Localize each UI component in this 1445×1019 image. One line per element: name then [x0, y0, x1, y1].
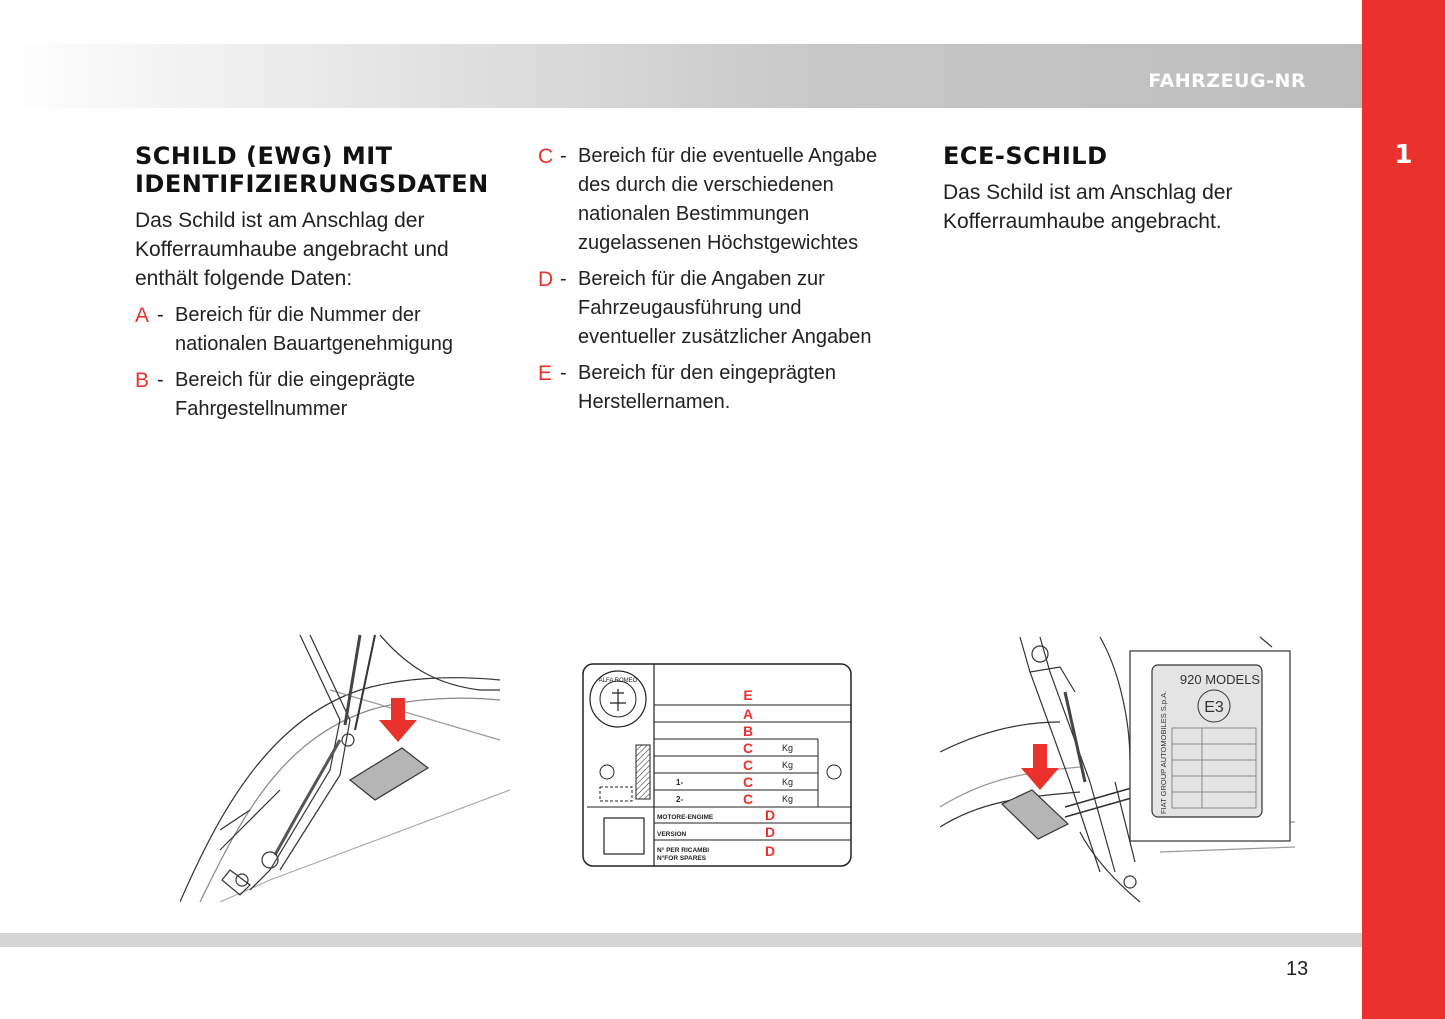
row-letter: D [764, 807, 776, 823]
middle-column [538, 142, 898, 424]
row-letter: C [742, 791, 754, 807]
item-letter: D [538, 268, 554, 291]
item-text: Bereich für die Nummer der nationalen Bauartgenehmigung [175, 304, 453, 355]
chapter-tab[interactable] [1362, 0, 1445, 1019]
heading-ece-plate: ECE-SCHILD [943, 142, 1108, 170]
header-bar [0, 44, 1362, 108]
approval-mark: E3 [1204, 699, 1224, 716]
brand-name: ALFA ROMEO [598, 678, 638, 684]
axle-label: 2- [676, 795, 684, 804]
chapter-number: 1 [1394, 140, 1413, 170]
kg-label: Kg [782, 743, 794, 753]
row-letter: C [742, 774, 754, 790]
list-item: E - Bereich für den eingeprägten Herstellernamen. [538, 359, 898, 417]
plate-location-icon [1002, 790, 1068, 839]
list-item: C - Bereich für die eventuelle Angabe des durch die verschiedenen nationalen Bestimmungen zugelassenen Höchstgewichtes [538, 142, 898, 258]
down-arrow-icon [379, 698, 417, 742]
hatched-area [636, 745, 650, 799]
page-number: 13 [1286, 958, 1309, 980]
ece-plate-illustration [940, 632, 1295, 904]
ece-plate [1152, 665, 1262, 817]
kg-label: Kg [782, 794, 794, 804]
heading-eec-plate: SCHILD (EWG) MIT IDENTIFIZIERUNGSDATEN [135, 142, 489, 198]
list-item: A - Bereich für die Nummer der nationalen Bauartgenehmigung [135, 301, 515, 359]
engine-label: MOTORE-ENGIME [657, 814, 714, 821]
section-title: FAHRZEUG-NR [1148, 70, 1306, 92]
item-letter: C [538, 145, 554, 168]
spares-label: N°FOR SPARES [657, 855, 707, 862]
item-text: Bereich für den eingeprägten Herstellernamen. [578, 362, 836, 413]
axle-label: 1- [676, 778, 684, 787]
id-plate-figure [582, 663, 854, 869]
trunk-hinge-illustration [180, 630, 510, 902]
row-letter: B [742, 723, 754, 739]
row-letter: A [742, 706, 754, 722]
list-item: B - Bereich für die eingeprägte Fahrgestellnummer [135, 366, 515, 424]
maker-text: FIAT GROUP AUTOMOBILES S.p.A. [1159, 690, 1168, 814]
down-arrow-icon [1021, 744, 1059, 790]
models-text: 920 MODELS [1179, 672, 1261, 687]
row-letter: D [764, 843, 776, 859]
left-column [135, 142, 515, 431]
right-column [943, 142, 1333, 244]
list-item: D - Bereich für die Angaben zur Fahrzeugausführung und eventueller zusätzlicher Angaben [538, 265, 898, 352]
kg-label: Kg [782, 777, 794, 787]
item-letter: E [538, 362, 553, 385]
id-plate-diagram [582, 663, 854, 869]
plate-location-icon [350, 748, 428, 800]
trunk-hinge-figure [180, 630, 510, 902]
intro-text: Das Schild ist am Anschlag der Kofferraumhaube angebracht und enthält folgende Daten: [135, 209, 449, 290]
item-text: Bereich für die eventuelle Angabe des durch die verschiedenen nationalen Bestimmungen zugelassenen Höchstgewichtes [578, 145, 878, 254]
kg-label: Kg [782, 760, 794, 770]
row-letter: D [764, 824, 776, 840]
row-letter: E [743, 687, 753, 703]
item-letter: B [135, 369, 150, 392]
row-letter: C [742, 757, 754, 773]
item-text: Bereich für die eingeprägte Fahrgestellnummer [175, 369, 416, 420]
ece-plate-figure [940, 632, 1295, 904]
ece-text: Das Schild ist am Anschlag der Kofferraumhaube angebracht. [943, 181, 1233, 233]
footer-bar [0, 933, 1362, 947]
item-text: Bereich für die Angaben zur Fahrzeugausführung und eventueller zusätzlicher Angaben [578, 268, 872, 348]
item-letter: A [135, 304, 150, 327]
version-label: VERSION [657, 831, 687, 838]
spares-label: N° PER RICAMBI [657, 847, 710, 854]
row-letter: C [742, 740, 754, 756]
